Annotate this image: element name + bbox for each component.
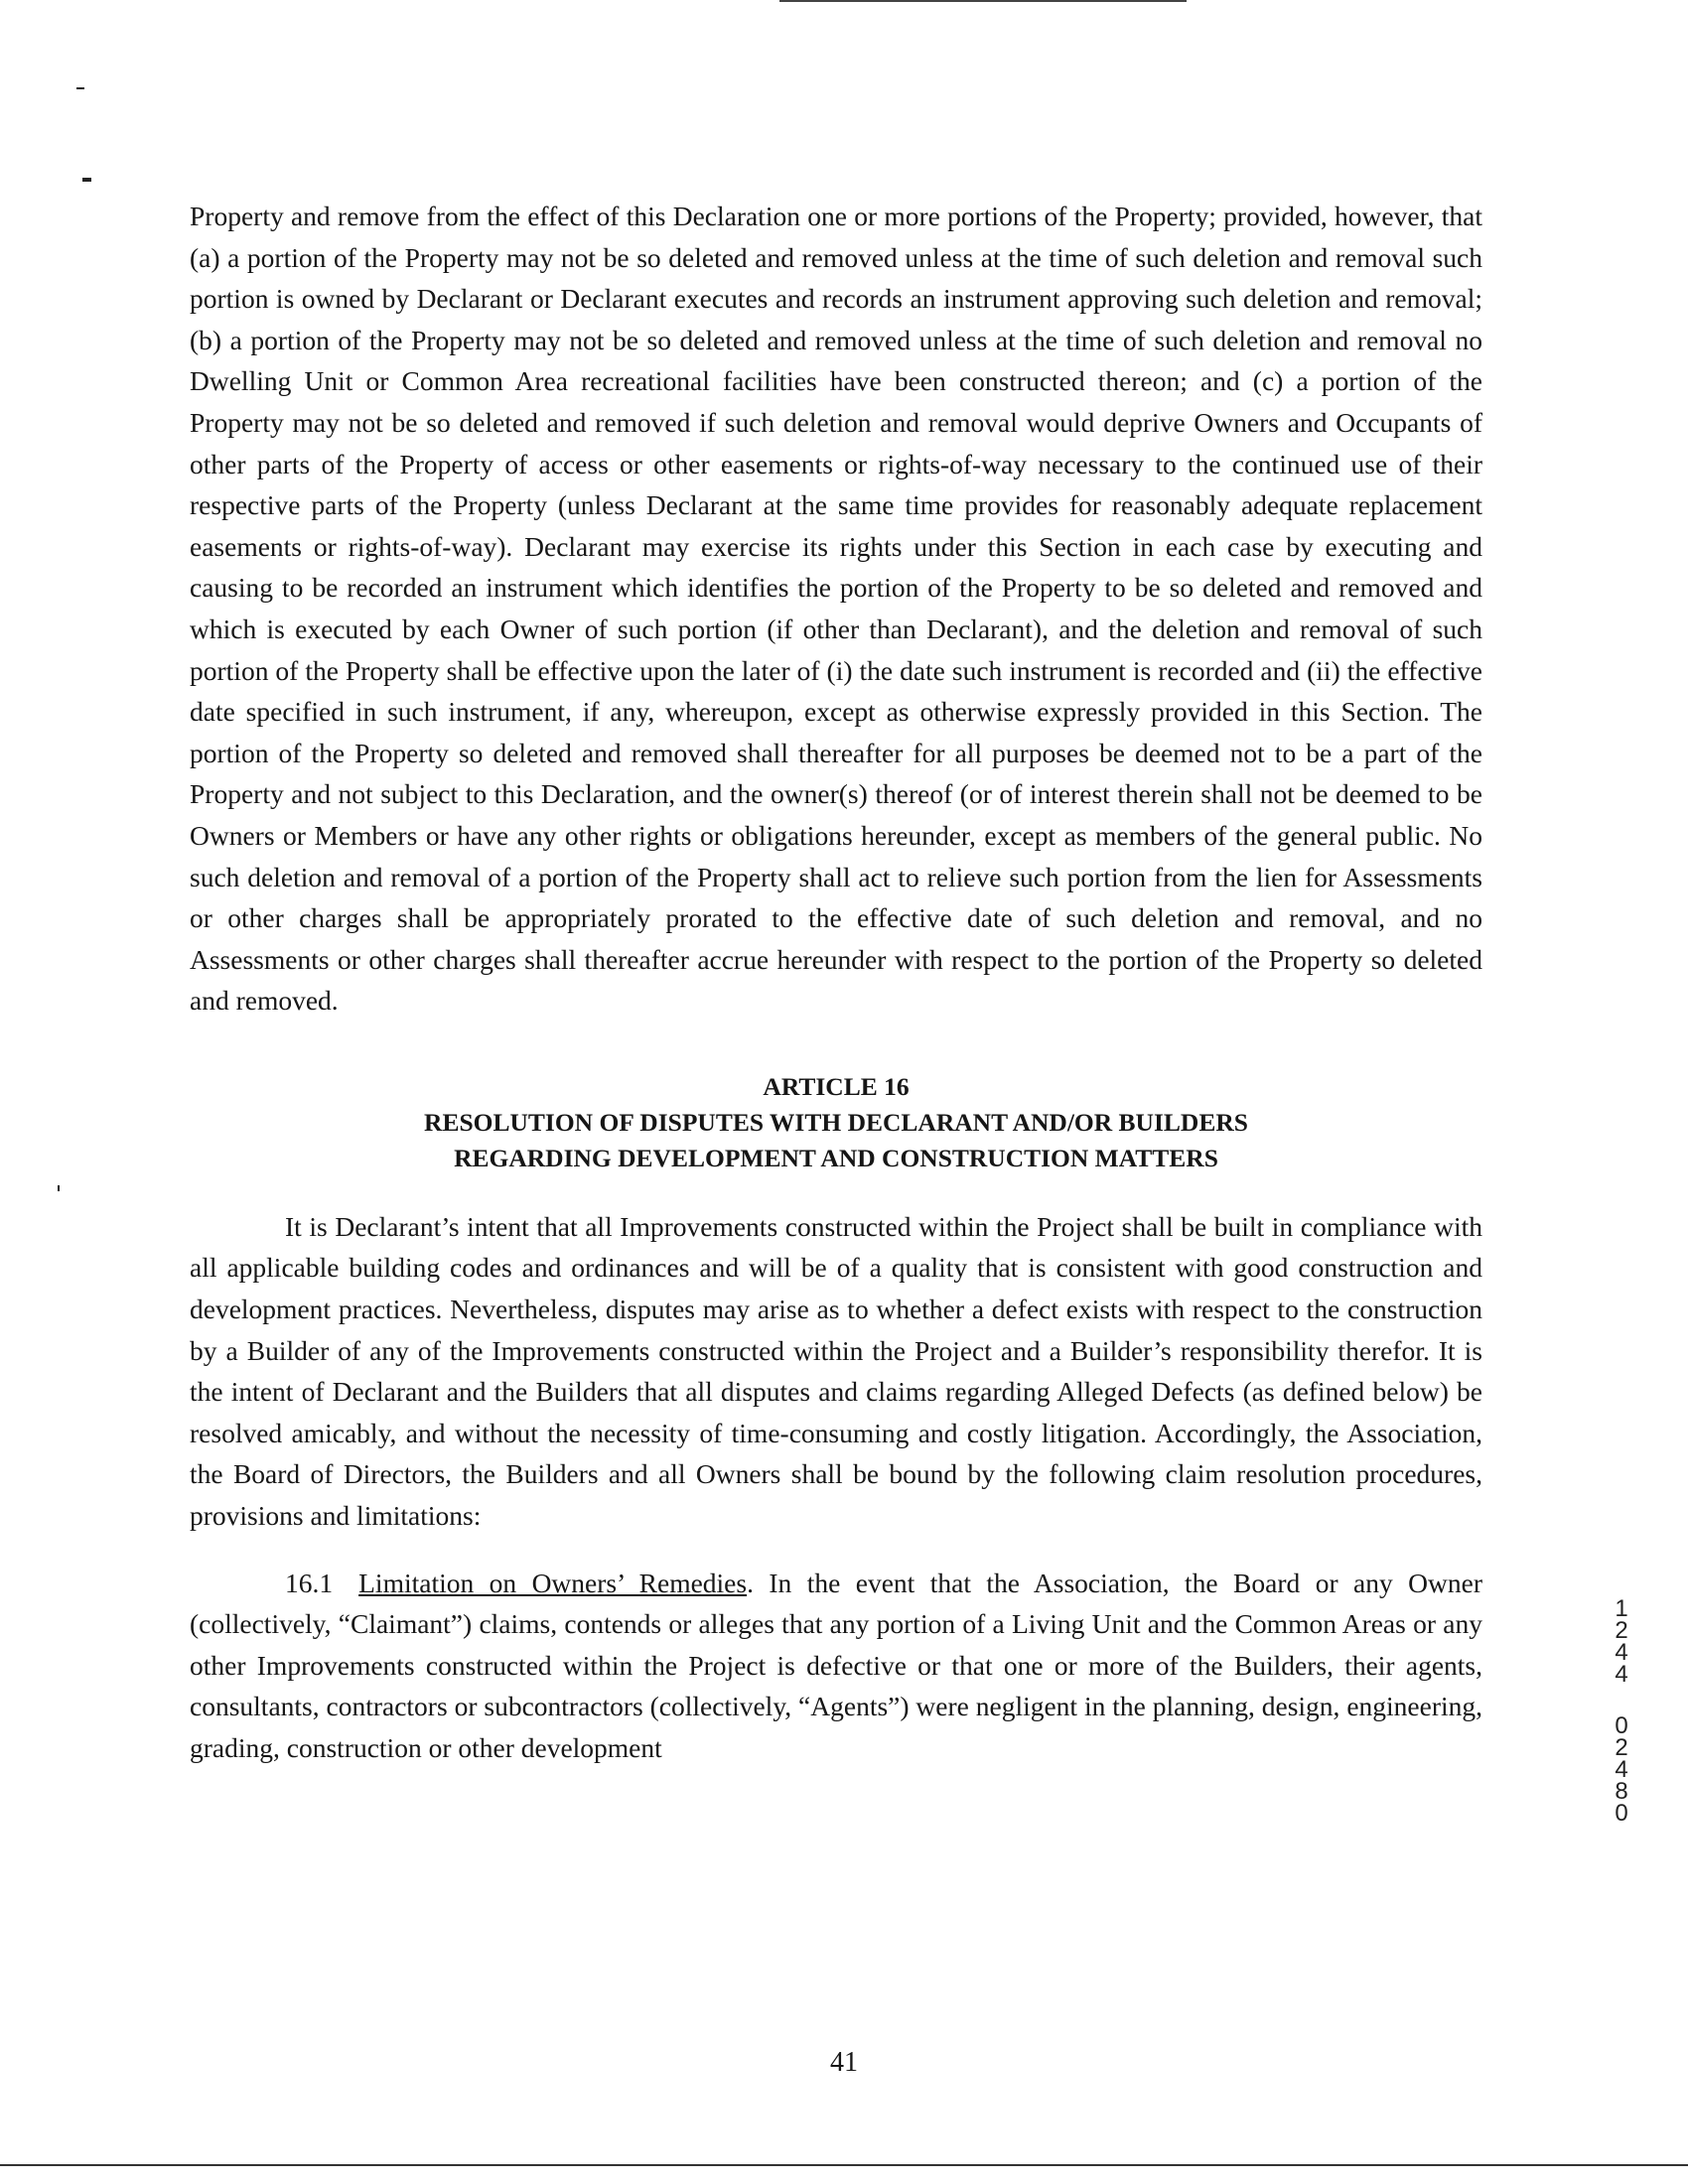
stamp-digit: 0 xyxy=(1615,1800,1628,1827)
scan-speck xyxy=(82,178,91,182)
paragraph-declarant-intent: It is Declarant’s intent that all Improvements constructed within the Project shall be built in compliance with all applicable building codes and ordinances and will be of a quality that is consistent with good construction and development practices. Nevertheless, disputes may arise as to whether a defect exists with respect to the construction by a Builder of any of the Improvements constructed within the Project and a Builder’s responsibility therefor. It is the intent of Declarant and the Builders that all disputes and claims regarding Alleged Defects (as defined below) be resolved amicably, and without the necessity of time-consuming and costly litigation. Accordingly, the Association, the Board of Directors, the Builders and all Owners shall be bound by the following claim resolution procedures, provisions and limitations: xyxy=(190,1210,1482,1532)
scan-edge-bottom xyxy=(0,2164,1688,2166)
section-text: . In the event that the Association, the Board or any Owner (collectively, “Claimant”) claims, contends or alleges that any portion of a Living Unit and the Common Areas or any other Improvements constructed within the Project is defective or that one or more of the Builders, their agents, consultants, contractors or subcontractors (collectively, “Agents”) were negligent in the planning, design, engineering, grading, construction or other development xyxy=(190,1567,1482,1763)
page-number: 41 xyxy=(830,2047,858,2078)
section-16-1 xyxy=(190,1563,1482,1769)
article-number: ARTICLE 16 xyxy=(763,1071,910,1101)
document-body xyxy=(190,196,1482,1769)
stamp-digit: 2 xyxy=(1615,1734,1628,1761)
document-id-stamp xyxy=(1607,1595,1636,1827)
scan-speck xyxy=(58,1185,60,1191)
scan-speck xyxy=(76,87,84,89)
stamp-digit: 1 xyxy=(1615,1595,1628,1622)
stamp-digit: 2 xyxy=(1615,1617,1628,1644)
section-number: 16.1 xyxy=(285,1567,334,1598)
scan-edge-top xyxy=(779,0,1187,2)
article-title-line-2: REGARDING DEVELOPMENT AND CONSTRUCTION MATTERS xyxy=(454,1143,1218,1172)
stamp-digit: 8 xyxy=(1615,1778,1628,1805)
section-heading: Limitation on Owners’ Remedies xyxy=(358,1567,748,1598)
stamp-digit: 4 xyxy=(1615,1661,1628,1688)
stamp-digit: 4 xyxy=(1615,1639,1628,1666)
paragraph-property-deletion: Property and remove from the effect of this Declaration one or more portions of the Property; provided, however, that (a) a portion of the Property may not be so deleted and removed unless at the time of such deletion and removal such portion is owned by Declarant or Declarant executes and records an instrument approving such deletion and removal; (b) a portion of the Property may not be so deleted and removed unless at the time of such deletion and removal no Dwelling Unit or Common Area recreational facilities have been constructed thereon; and (c) a portion of the Property may not be so deleted and removed if such deletion and removal would deprive Owners and Occupants of other parts of the Property of access or other easements or rights-of-way necessary to the continued use of their respective parts of the Property (unless Declarant at the same time provides for reasonably adequate replacement easements or rights-of-way). Declarant may exercise its rights under this Section in each case by executing and causing to be recorded an instrument which identifies the portion of the Property to be so deleted and removed and which is executed by each Owner of such portion (if other than Declarant), and the deletion and removal of such portion of the Property shall be effective upon the later of (i) the date such instrument is recorded and (ii) the effective date specified in such instrument, if any, whereupon, except as otherwise expressly provided in this Section. The portion of the Property so deleted and removed shall thereafter for all purposes be deemed not to be a part of the Property and not subject to this Declaration, and the owner(s) thereof (or of interest therein shall not be deemed to be Owners or Members or have any other rights or obligations hereunder, except as members of the general public. No such deletion and removal of a portion of the Property shall act to relieve such portion from the lien for Assessments or other charges shall be appropriately prorated to the effective date of such deletion and removal, and no Assessments or other charges shall thereafter accrue hereunder with respect to the portion of the Property so deleted and removed. xyxy=(190,201,1482,1017)
stamp-digit: 4 xyxy=(1615,1756,1628,1783)
article-heading xyxy=(190,1069,1482,1176)
stamp-digit: 0 xyxy=(1615,1712,1628,1739)
article-title-line-1: RESOLUTION OF DISPUTES WITH DECLARANT AND/OR BUILDERS xyxy=(424,1107,1248,1137)
